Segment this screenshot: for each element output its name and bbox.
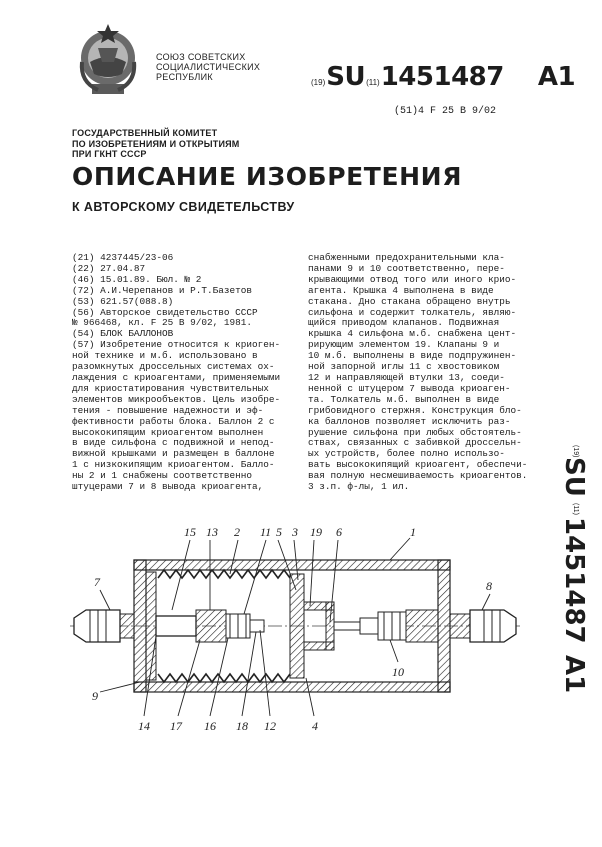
kind-code: A1 [537, 62, 576, 92]
text-line: ка баллонов позволяет исключить раз- [308, 415, 511, 427]
vertical-kind-code: A1 [559, 655, 589, 694]
vertical-country-code: SU [559, 457, 589, 497]
ref-label: 4 [312, 719, 318, 733]
text-line: (54) БЛОК БАЛЛОНОВ [72, 328, 174, 340]
text-line: панами 9 и 10 соответственно, пере- [308, 262, 505, 274]
left-fitting [74, 610, 134, 642]
vertical-code-19: (19) [572, 445, 579, 458]
patent-number-header [310, 62, 575, 92]
text-line: (56) Авторское свидетельство СССР [72, 306, 258, 318]
text-line: ной запорной иглы 11 с хвостовиком [308, 361, 500, 373]
ref-label: 16 [204, 719, 216, 733]
text-line: фективности работы блока. Баллон 2 с [72, 415, 275, 427]
text-line: грибовидного стержня. Конструкция бло- [308, 404, 522, 416]
text-line: для криостатирования чувствительных [72, 382, 269, 394]
text-line: 10 м.б. выполнены в виде подпружинен- [308, 350, 517, 362]
right-valve [360, 610, 438, 642]
committee-line: ПО ИЗОБРЕТЕНИЯМ И ОТКРЫТИЯМ [72, 138, 240, 149]
text-line: вать высококипящий криоагент, обеспечи- [308, 459, 528, 471]
ref-label: 5 [276, 525, 282, 539]
text-line: вая полную несмешиваемость криоагентов. [308, 470, 528, 482]
text-line: ствах, связанных с забивкой дроссельн- [308, 437, 522, 449]
code-11: (11) [366, 78, 380, 87]
ref-label: 15 [184, 525, 196, 539]
country-code: SU [326, 62, 366, 92]
org-line: СОЦИАЛИСТИЧЕСКИХ [156, 62, 261, 72]
patent-number: 1451487 [380, 62, 504, 92]
text-line: стакана. Дно стакана обращено внутрь [308, 295, 511, 307]
text-line: (57) Изобретение относится к криоген- [72, 339, 281, 351]
cylinder-block-drawing [60, 510, 530, 810]
text-line: ной технике и м.б. использовано в [72, 350, 258, 362]
text-line: тения - повышение надежности и эф- [72, 404, 264, 416]
abstract-column [308, 253, 544, 493]
ref-label: 9 [92, 689, 98, 703]
text-line: штуцерами 7 и 8 вывода криоагента, [72, 481, 264, 493]
ref-label: 2 [234, 525, 240, 539]
text-line: снабженными предохранительными кла- [308, 252, 505, 263]
ussr-emblem-icon [74, 22, 142, 98]
committee-name [72, 128, 239, 160]
vertical-code-11: (11) [572, 503, 579, 515]
text-line: № 966468, кл. F 25 B 9/02, 1981. [72, 317, 253, 329]
document-title: ОПИСАНИЕ ИЗОБРЕТЕНИЯ [72, 162, 463, 191]
ref-label: 8 [486, 579, 492, 593]
org-line: СОЮЗ СОВЕТСКИХ [156, 52, 246, 62]
ipc-classification: (51)4 F 25 B 9/02 [394, 106, 497, 117]
organization-name [156, 52, 260, 82]
text-line: 1 с низкокипящим криоагентом. Балло- [72, 459, 275, 471]
ref-label: 18 [236, 719, 248, 733]
text-line: 12 и направляющей втулки 13, соеди- [308, 371, 505, 383]
text-line: 3 з.п. ф-лы, 1 ил. [308, 481, 410, 493]
text-line: рушение сильфона при любых обстоятель- [308, 426, 522, 438]
ref-label: 10 [392, 665, 404, 679]
text-line: разомкнутых дроссельных системах ох- [72, 361, 275, 373]
vertical-patent-number [528, 445, 602, 715]
text-line: сильфона и содержит толкатель, являю- [308, 306, 517, 318]
text-line: (46) 15.01.89. Бюл. № 2 [72, 273, 202, 285]
left-valve [156, 610, 264, 642]
ref-label: 12 [264, 719, 276, 733]
text-line: (21) 4237445/23-06 [72, 252, 174, 263]
org-line: РЕСПУБЛИК [156, 72, 213, 82]
ref-label: 11 [260, 525, 272, 539]
text-line: в виде сильфона с подвижной и непод- [72, 437, 275, 449]
committee-line: ПРИ ГКНТ СССР [72, 149, 147, 159]
document-subtitle: К АВТОРСКОМУ СВИДЕТЕЛЬСТВУ [72, 200, 295, 214]
ref-label: 1 [410, 525, 416, 539]
text-line: крывающими отвод того или иного крио- [308, 273, 517, 285]
ref-label: 19 [310, 525, 322, 539]
text-line: ненной с штуцером 7 вывода криоаген- [308, 382, 511, 394]
text-line: (53) 621.57(088.8) [72, 295, 174, 307]
bibliographic-column [72, 253, 304, 493]
text-line: агента. Крышка 4 выполнена в виде [308, 284, 494, 296]
text-line: крышка 4 сильфона м.б. снабжена цент- [308, 328, 517, 340]
code-19: (19) [311, 78, 326, 87]
text-line: высококипящим криоагентом выполнен [72, 426, 264, 438]
ref-label: 3 [292, 525, 298, 539]
text-line: та. Толкатель м.б. выполнен в виде [308, 393, 500, 405]
right-fitting [450, 610, 516, 642]
vertical-patent-number-text: 1451487 [559, 517, 589, 644]
ref-label: 14 [138, 719, 150, 733]
text-line: (72) А.И.Черепанов и Р.Т.Базетов [72, 284, 253, 296]
text-line: элементов микрообъектов. Цель изобре- [72, 393, 281, 405]
text-line: лаждения с криоагентами, применяемыми [72, 371, 281, 383]
text-line: ны 2 и 1 снабжены соответственно [72, 470, 253, 482]
text-line: ых устройств, более полно использо- [308, 448, 505, 460]
ref-label: 7 [94, 575, 100, 589]
text-line: рирующим элементом 19. Клапаны 9 и [308, 339, 500, 351]
text-line: вижной крышками и размещен в баллоне [72, 448, 275, 460]
ref-label: 17 [170, 719, 182, 733]
ref-label: 6 [336, 525, 342, 539]
text-line: (22) 27.04.87 [72, 262, 146, 274]
ref-label: 13 [206, 525, 218, 539]
text-line: щийся приводом клапанов. Подвижная [308, 317, 500, 329]
committee-line: ГОСУДАРСТВЕННЫЙ КОМИТЕТ [72, 128, 218, 138]
